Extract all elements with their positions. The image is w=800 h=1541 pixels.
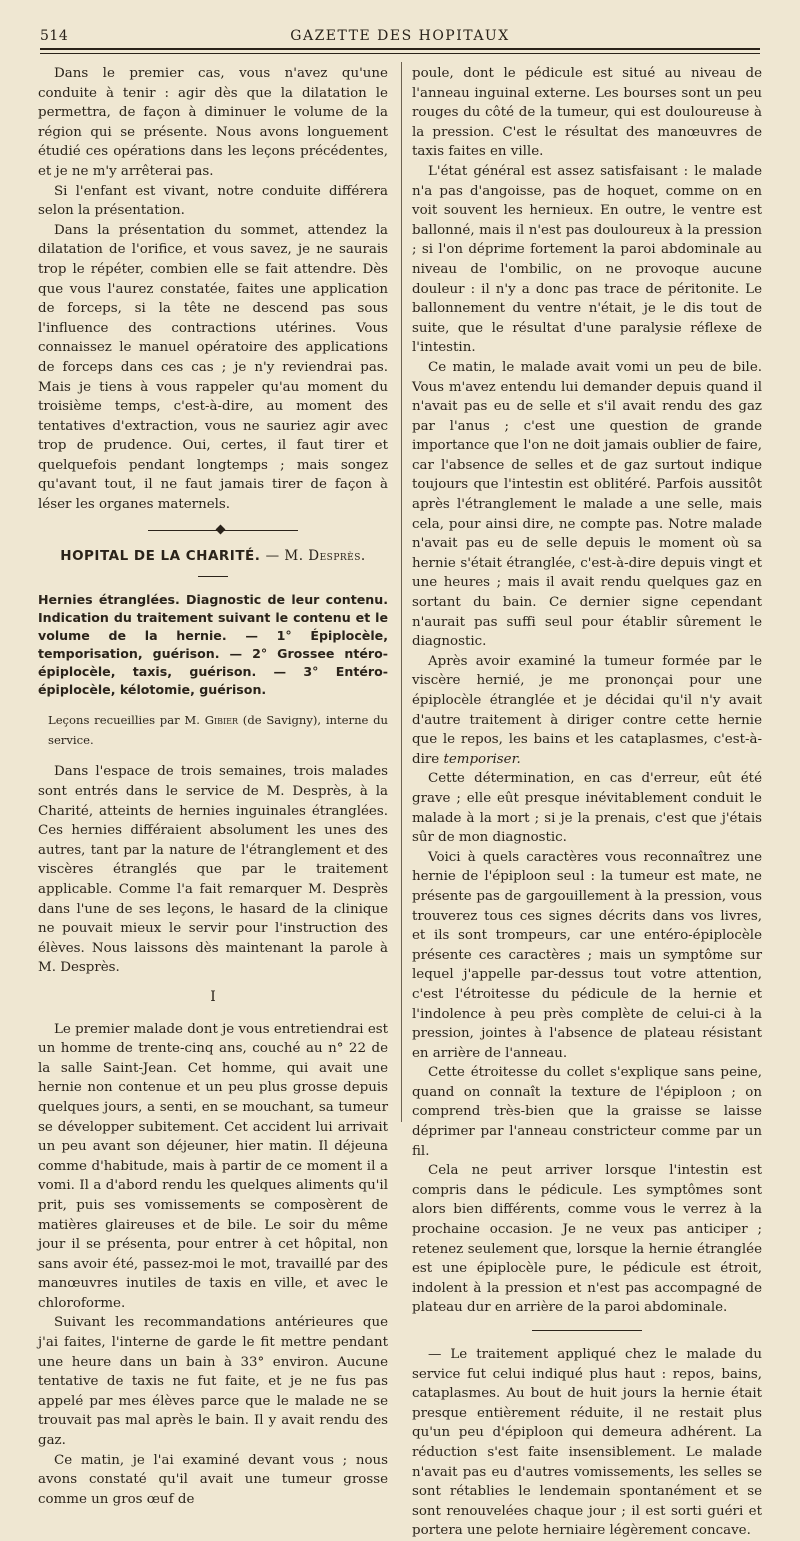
- left-column: [38, 64, 388, 1509]
- section-ornament: [38, 525, 388, 535]
- paragraph: Ce matin, le malade avait vomi un peu de bile. Vous m'avez entendu lui demander depuis quand il n'avait pas eu de selle et s'il avait rendu des gaz par l'anus ; c'est une question de grande importance que l'on ne doit jamais oublier de faire, car l'absence de selles et de gaz surtout indique toujours que l'intestin est oblitéré. Parfois aussitôt après l'étranglement le malade a une selle, mais cela, pour ainsi dire, ne compte pas. Notre malade n'avait pas eu de selle depuis le moment où sa hernie s'était étranglée, c'est-à-dire depuis vingt et une heures ; mais il avait rendu quelques gaz en sortant du bain. Ce dernier signe cependant n'aurait pas suffi seul pour établir sûrement le diagnostic.: [412, 359, 762, 650]
- note-name: Gibier: [204, 713, 239, 728]
- paragraph: Ce matin, je l'ai examiné devant vous ; nous avons constaté qu'il avait une tumeur grosse comme un gros œuf de: [38, 1452, 388, 1507]
- right-column: [412, 64, 762, 1541]
- paragraph: Dans le premier cas, vous n'avez qu'une conduite à tenir : agir dès que la dilatation le permettra, de façon à diminuer le volume de la région qui se présente. Nous avons longuement étudié ces opérations dans les leçons précédentes, et je ne m'y arrêterai pas.: [38, 66, 388, 179]
- column-divider: [401, 62, 402, 1122]
- paragraph: [412, 652, 762, 770]
- paragraph: Dans la présentation du sommet, attendez la dilatation de l'orifice, et vous savez, je ne saurais trop le répéter, combien elle se fait attendre. Dès que vous l'aurez constatée, faites une application de forceps, si la tête ne descend pas sous l'influence des contractions utérines. Vous connaissez le manuel opératoire des applications de forceps dans ces cas ; je n'y reviendrai pas. Mais je tiens à vous rappeler qu'au moment du troisième temps, c'est-à-dire, au moment des tentatives d'extraction, vous ne sauriez agir avec trop de prudence. Oui, certes, il faut tirer et quelquefois pendant longtemps ; mais songez qu'avant tout, il ne faut jamais tirer de façon à léser les organes maternels.: [38, 222, 388, 513]
- attribution-note: [48, 711, 388, 750]
- paragraph-divider: [532, 1330, 642, 1331]
- header-rule-thick: [40, 48, 760, 50]
- note-prefix: Leçons recueillies par M.: [48, 713, 200, 728]
- paragraph: Cette détermination, en cas d'erreur, eût été grave ; elle eût presque inévitablement conduit le malade à la mort ; si je la prenais, c'est que j'étais sûr de mon diagnostic.: [412, 771, 762, 846]
- section-number: I: [210, 988, 216, 1005]
- hospital-name: HOPITAL DE LA CHARITÉ.: [60, 547, 261, 564]
- paragraph: Dans l'espace de trois semaines, trois malades sont entrés dans le service de M. Desprès, à la Charité, atteints de hernies inguinales étranglées. Ces hernies différaient absolument les unes des autres, tant par la nature de l'étranglement et des viscères étranglés que par le traitement applicable. Comme l'a fait remarquer M. Desprès dans l'une de ses leçons, le hasard de la clinique ne pouvait mieux le servir pour l'instruction des élèves. Nous laissons dès maintenant la parole à M. Desprès.: [38, 764, 388, 976]
- paragraph: Cela ne peut arriver lorsque l'intestin est compris dans le pédicule. Les symptômes sont alors bien différents, comme vous le verrez à la prochaine occasion. Je ne veux pas anticiper ; retenez seulement que, lorsque la hernie étranglée est une épiplocèle pure, le pédicule est étroit, indolent à la pression et n'est pas accompagné de plateau dur en arrière de la paroi abdominale.: [412, 1163, 762, 1316]
- paragraph: L'état général est assez satisfaisant : le malade n'a pas d'angoisse, pas de hoquet, comme on en voit souvent les hernieux. En outre, le ventre est ballonné, mais il n'est pas douloureux à la pression ; si l'on déprime fortement la paroi abdominale au niveau de l'ombilic, on ne provoque aucune douleur : il n'y a donc pas trace de péritonite. Le ballonnement du ventre n'était, je le dis tout de suite, que le résultat d'une paralysie réflexe de l'intestin.: [412, 163, 762, 356]
- paragraph: Si l'enfant est vivant, notre conduite différera selon la présentation.: [38, 183, 388, 219]
- article-subheading: Hernies étranglées. Diagnostic de leur contenu. Indication du traitement suivant le contenu et le volume de la hernie. — 1° Épiplocèle, temporisation, guérison. — 2° Grossee ntéro-épiplocèle, taxis, guérison. — 3° Entéro-épiplocèle, kélotomie, guérison.: [38, 592, 388, 698]
- paragraph: poule, dont le pédicule est situé au niveau de l'anneau inguinal externe. Les bourses sont un peu rouges du côté de la tumeur, qui est douloureuse à la pression. C'est le résultat des manœuvres de taxis faites en ville.: [412, 66, 762, 160]
- paragraph: — Le traitement appliqué chez le malade du service fut celui indiqué plus haut : repos, bains, cataplasmes. Au bout de huit jours la hernie était presque entièrement réduite, il ne restait plus qu'un peu d'épiploon qui demeura adhérent. La réduction s'est faite insensiblement. Le malade n'avait pas eu d'autres vomissements, les selles se sont rétablies le lendemain spontanément et se sont renouvelées chaque jour ; il est sorti guéri et portera une pelote herniaire légèrement concave.: [412, 1347, 762, 1539]
- note-suffix: (de Savigny), interne du service.: [48, 713, 389, 747]
- section-author: — M. Desprès.: [265, 547, 366, 564]
- paragraph: Cette étroitesse du collet s'explique sans peine, quand on connaît la texture de l'épiploon ; on comprend très-bien que la graisse se laisse déprimer par l'anneau constricteur comme par un fil.: [412, 1065, 762, 1159]
- short-rule: [198, 576, 228, 577]
- page-number: 514: [40, 28, 69, 44]
- header-rule-thin: [40, 53, 760, 54]
- page-header: [40, 24, 760, 44]
- section-title: [38, 547, 388, 567]
- emphasis: temporiser.: [443, 751, 521, 767]
- running-title: GAZETTE DES HOPITAUX: [290, 28, 510, 44]
- paragraph: Suivant les recommandations antérieures que j'ai faites, l'interne de garde le fit mettre pendant une heure dans un bain à 33° environ. Aucune tentative de taxis ne fut faite, et je ne fus pas appelé par mes élèves parce que le malade ne se trouvait pas mal après le bain. Il y avait rendu des gaz.: [38, 1315, 388, 1449]
- ornament-diamond: [216, 524, 226, 534]
- paragraph: Le premier malade dont je vous entretiendrai est un homme de trente-cinq ans, couché au n° 22 de la salle Saint-Jean. Cet homme, qui avait une hernie non contenue et un peu plus grosse depuis quelques jours, a senti, en se mouchant, sa tumeur se développer subitement. Cet accident lui arrivait un peu avant son déjeuner, hier matin. Il déjeuna comme d'habitude, mais à partir de ce moment il a vomi. Il a d'abord rendu les quelques aliments qu'il prit, puis ses vomissements se composèrent de matières glaireuses et de bile. Le soir du même jour il se présenta, pour entrer à cet hôpital, non sans avoir été, passez-moi le mot, travaillé par des manœuvres inutiles de taxis en ville, et avec le chloroforme.: [38, 1021, 388, 1311]
- paragraph: Voici à quels caractères vous reconnaîtrez une hernie de l'épiploon seul : la tumeur est mate, ne présente pas de gargouillement à la pression, vous trouverez tous ces signes décrits dans vos livres, et ils sont trompeurs, car une entéro-épiplocèle présente ces caractères ; mais un symptôme sur lequel j'appelle par-dessus tout votre attention, c'est l'étroitesse du pédicule de la hernie et l'indolence à peu près complète de celui-ci à la pression, jointes à l'absence de plateau résistant en arrière de l'anneau.: [412, 849, 762, 1061]
- paragraph-text: Après avoir examiné la tumeur formée par le viscère hernié, je me prononçai pour une épiplocèle étranglée et je décidai qu'il n'y avait d'autre traitement à diriger contre cette hernie que le repos, les bains et les cataplasmes, c'est-à-dire: [412, 653, 762, 767]
